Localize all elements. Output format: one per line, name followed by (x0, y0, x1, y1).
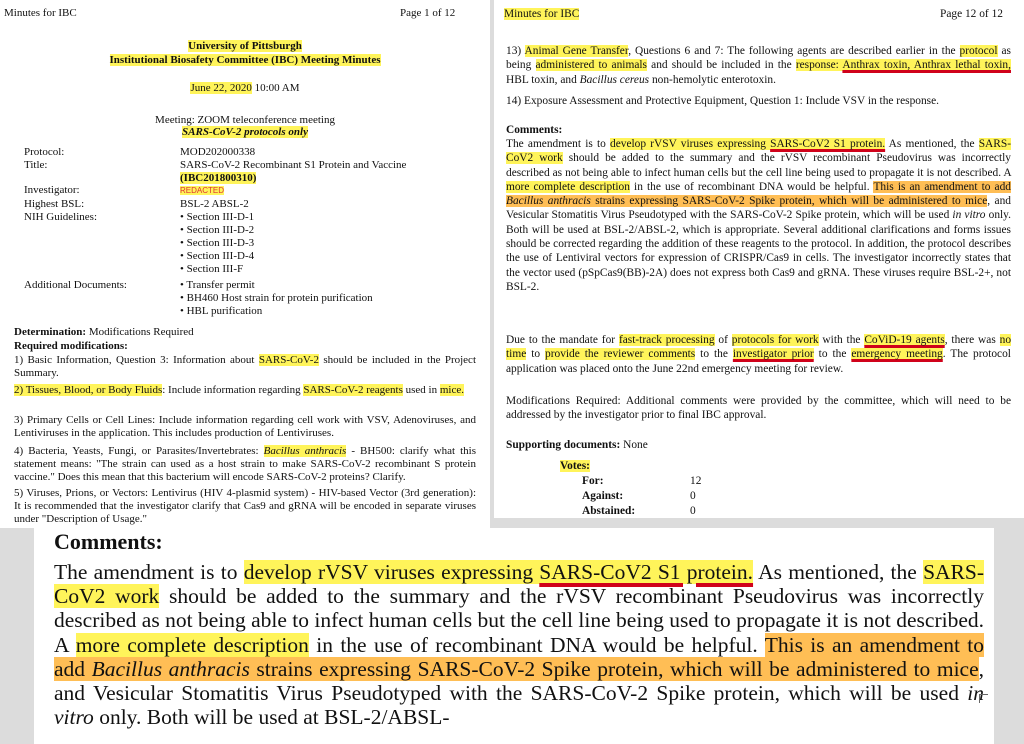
page-number: Page 1 of 12 (400, 7, 456, 19)
zoom-comments-body: The amendment is to develop rVSV viruses expressing SARS-CoV2 S1 protein. As mentioned, the SARS-CoV2 work should be added to the summary and the rVSV recombinant Pseudovirus was incorrectly described as not being able to infect human cells but the cell line being used to propagate it is not described. A more complete description in the use of recombinant DNA would be helpful. This is an amendment to add Bacillus anthracis strains expressing SARS-CoV-2 Spike protein, which will be administered to mice, and Vesicular Stomatitis Virus Pseudotyped with the SARS-CoV-2 Spike protein, which will be used in vitro only. Both will be used at BSL-2/ABSL- (54, 560, 985, 730)
doc-item: • BH460 Host strain for protein purification (180, 292, 373, 304)
nih-item: • Section III-F (180, 263, 244, 275)
nih-item: • Section III-D-1 (180, 211, 255, 223)
supporting-documents: Supporting documents: None (506, 439, 648, 451)
page-number: Page 12 of 12 (940, 8, 1003, 20)
nih-item: • Section III-D-4 (180, 250, 255, 262)
nih-item: • Section III-D-2 (180, 224, 255, 236)
minutes-page-12: Minutes for IBC Page 12 of 12 13) Animal Gene Transfer, Questions 6 and 7: The following agents are described earlier in the protocol as being administered to animals and should be included in the response: Anthrax toxin, Anthrax lethal toxin, HBL toxin, and Bacillus cereus non-hemolytic enterotoxin. 14) Exposure Assessment and Protective Equipment, Question 1: Include VSV in the response. Comments: The amendment is to develop rVSV viruses expressing SARS-CoV2 S1 protein. As mentioned, the SARS-CoV2 work should be added to the summary and the rVSV recombinant Pseudovirus was incorrectly described as not being able to infect human cells but the cell line being used to propagate it is not described. A more complete description in the use of recombinant DNA would be helpful. This is an amendment to add Bacillus anthracis strains expressing SARS-CoV-2 Spike protein, which will be administered to mice, and Vesicular Stomatitis Virus Pseudotyped with the SARS-CoV-2 Spike protein, which will be used in vitro only. Both will be used at BSL-2/ABSL-2, which is appropriate. Several additional clarifications and forms issues should be corrected regarding the addition of these reagents to the protocol. In addition, the protocol describes the use of Lentiviral vectors for expression of CRISPR/Cas9 in cells. The investigator incorrectly states that the vector used (pSpCas9(BB)-2A) does not express both Cas9 and gRNA. These viruses require BSL-2+, not BSL-2. Due to the mandate for fast-track processing of protocols for work with the CoViD-19 agents, there was no time to provide the reviewer comments to the investigator prior to the emergency meeting. The protocol application was placed onto the June 22nd emergency meeting for review. Modifications Required: Additional comments were provided by the committee, which will need to be addressed by the investigator prior to final IBC approval. Supporting documents: None Votes: For: 12 Against: 0 Abstained: 0 (494, 0, 1024, 518)
mod-1: 1) Basic Information, Question 3: Information about SARS-CoV-2 should be included in the Project Summary. (14, 354, 476, 379)
zoomed-comments-excerpt (34, 528, 994, 744)
item-14: 14) Exposure Assessment and Protective Equipment, Question 1: Include VSV in the response. (506, 95, 939, 107)
required-label: Required modifications: (14, 340, 128, 352)
item-13: 13) Animal Gene Transfer, Questions 6 and 7: The following agents are described earlier in the protocol as being administered to animals and should be included in the response: Anthrax toxin, Anthrax lethal toxin, HBL toxin, and Bacillus cereus non-hemolytic enterotoxin. (506, 45, 1011, 86)
university-title: University of Pittsburgh (188, 40, 302, 52)
comments-body: The amendment is to develop rVSV viruses expressing SARS-CoV2 S1 protein. As mentioned, the SARS-CoV2 work should be added to the summary and the rVSV recombinant Pseudovirus was incorrectly described as not being able to infect human cells but the cell line being used to propagate it is not described. A more complete description in the use of recombinant DNA would be helpful. This is an amendment to add Bacillus anthracis strains expressing SARS-CoV-2 Spike protein, which will be administered to mice, and Vesicular Stomatitis Virus Pseudotyped with the SARS-CoV-2 Spike protein, which will be used in vitro only. Both will be used at BSL-2/ABSL-2, which is appropriate. Several additional clarifications and forms issues should be corrected regarding the addition of these reagents to the protocol. In addition, the protocol describes the use of Lentiviral vectors for expression of CRISPR/Cas9 in cells. The investigator incorrectly states that the vector used (pSpCas9(BB)-2A) does not express both Cas9 and gRNA. These viruses require BSL-2+, not BSL-2. (506, 138, 1012, 293)
nih-item: • Section III-D-3 (180, 237, 255, 249)
determination: Determination: Modifications Required (14, 326, 194, 338)
crop-mark-icon (979, 694, 988, 703)
committee-title: Institutional Biosafety Committee (IBC) Meeting Minutes (109, 54, 381, 66)
minutes-page-1: Minutes for IBC Page 1 of 12 University of Pittsburgh Institutional Biosafety Committee (IBC) Meeting Minutes June 22, 2020 10:00 AM Meeting: ZOOM teleconference meeting SARS-CoV-2 protocols only Protocol: MOD202000338 Title: SARS-CoV-2 Recombinant S1 Protein and Vaccine (IBC201800310) Investigator: REDACTED Highest BSL: BSL-2 ABSL-2 NIH Guidelines: • Section III-D-1 • Section III-D-2 • Section III-D-3 • Section III-D-4 • Section III-F Additional Documents: • Transfer permit • BH460 Host strain for protein purification • HBL purification Determination: Modifications Required Required modifications: 1) Basic Information, Question 3: Information about SARS-CoV-2 should be included in the Project Summary. 2) Tissues, Blood, or Body Fluids: Include information regarding SARS-CoV-2 reagents used in mice. 3) Primary Cells or Cell Lines: Include information regarding cell work with VSV, Adenoviruses, and Lentiviruses in the application. This includes production of Lentiviruses. 4) Bacteria, Yeasts, Fungi, or Parasites/Invertebrates: Bacillus anthracis - BH500: clarify what this statement means: "The strain can used as a host strain to make SARS-CoV-2 recombinant S protein vaccine." Does this mean that this bacterium will encode SARS-CoV-2 proteins? Clarify. 5) Viruses, Prions, or Vectors: Lentivirus (HIV 4-plasmid system) - HIV-based Vector (3rd generation): It is recommended that the investigator clarify that Cas9 and gRNA will be encoded in separate viruses under "Description of Usage." (0, 0, 490, 528)
meeting-sub: SARS-CoV-2 protocols only (182, 126, 308, 138)
page-header-left: Minutes for IBC (4, 7, 77, 19)
mandate-paragraph: Due to the mandate for fast-track processing of protocols for work with the CoViD-19 agents, there was no time to provide the reviewer comments to the investigator prior to the emergency meeting. The protocol application was placed onto the June 22nd emergency meeting for review. (506, 334, 1012, 375)
mod-3: 3) Primary Cells or Cell Lines: Include information regarding cell work with VSV, Adenoviruses, and Lentiviruses in the application. This includes production of Lentiviruses. (14, 414, 476, 439)
mod-2: 2) Tissues, Blood, or Body Fluids: Include information regarding SARS-CoV-2 reagents used in mice. (14, 384, 464, 396)
mod-4: 4) Bacteria, Yeasts, Fungi, or Parasites/Invertebrates: Bacillus anthracis - BH500: clarify what this statement means: "The strain can used as a host strain to make SARS-CoV-2 recombinant S protein vaccine." Does this mean that this bacterium will encode SARS-CoV-2 proteins? Clarify. (14, 445, 476, 483)
zoom-comments-title: Comments: (54, 529, 163, 554)
meeting-line: Meeting: ZOOM teleconference meeting (155, 114, 335, 126)
votes-label: Votes: (560, 460, 590, 472)
page-header-left: Minutes for IBC (504, 8, 580, 20)
doc-item: • HBL purification (180, 305, 263, 317)
meeting-date: June 22, 2020 10:00 AM (190, 82, 300, 94)
mod-5: 5) Viruses, Prions, or Vectors: Lentivirus (HIV 4-plasmid system) - HIV-based Vector (3rd generation): It is recommended that the investigator clarify that Cas9 and gRNA will be encoded in separate viruses under "Description of Usage." (14, 487, 476, 525)
comments-label: Comments: (506, 124, 563, 136)
modifications-required: Modifications Required: Additional comments were provided by the committee, which will need to be addressed by the investigator prior to final IBC approval. (506, 395, 1011, 422)
doc-item: • Transfer permit (180, 279, 255, 291)
